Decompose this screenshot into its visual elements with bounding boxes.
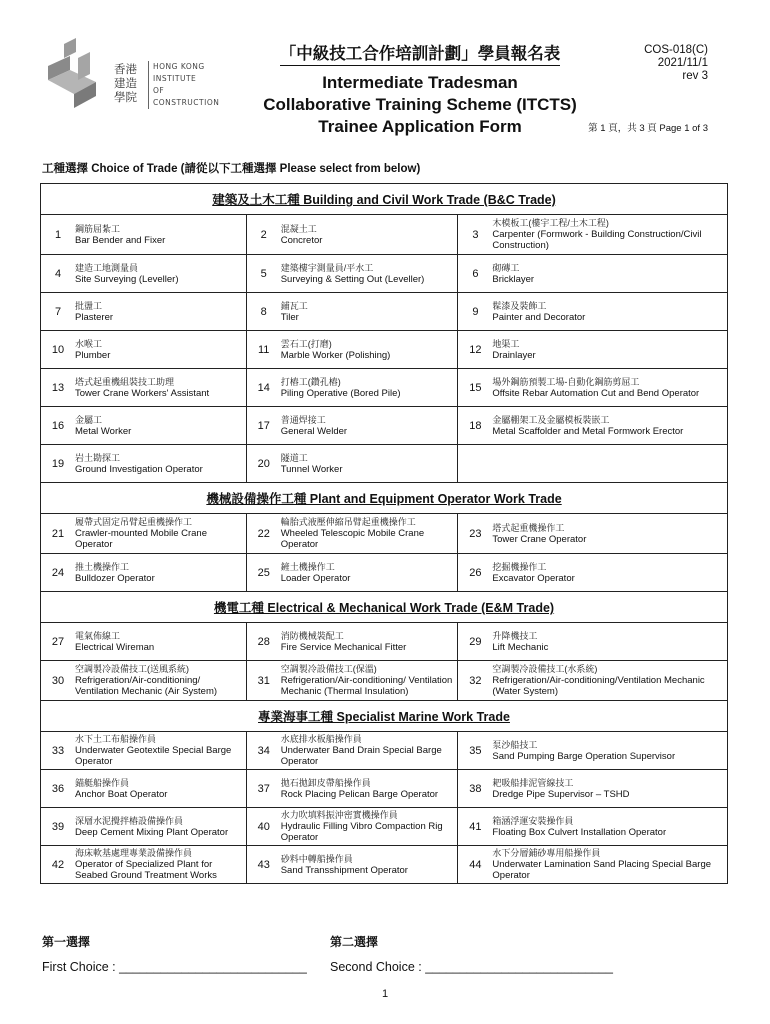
trade-name-en: Lift Mechanic [492, 641, 549, 653]
trade-number: 43 [257, 858, 270, 871]
trade-name-zh: 砌磚工 [492, 262, 520, 273]
trade-name-en: Anchor Boat Operator [75, 788, 168, 800]
trade-number: 32 [469, 674, 482, 687]
hkic-logo-mark [40, 38, 108, 108]
trade-name-en: Floating Box Culvert Installation Operator [492, 826, 667, 838]
trade-option-t35[interactable] [458, 732, 728, 770]
trade-option-t6[interactable] [458, 255, 728, 293]
second-choice[interactable] [330, 933, 613, 974]
trade-name-zh: 消防機械裝配工 [280, 630, 344, 641]
hkic-logo [40, 38, 230, 110]
first-choice-field[interactable]: First Choice : ___________________________ [42, 960, 307, 974]
trade-name-en: Offsite Rebar Automation Cut and Bend Operator [492, 387, 700, 399]
first-choice[interactable] [42, 933, 307, 974]
trade-number: 31 [257, 674, 270, 687]
trade-name-zh: 履帶式固定吊臂起重機操作工 [75, 517, 193, 527]
trade-name-en: Bulldozer Operator [75, 572, 155, 584]
trade-name-zh: 塔式起重機組裝技工助理 [75, 376, 175, 387]
trade-name-en: Wheeled Telescopic Mobile Crane Operator [280, 528, 425, 550]
trade-name-en: Concretor [280, 234, 323, 246]
trade-name-en: Excavator Operator [492, 572, 575, 584]
trade-number: 14 [257, 381, 270, 394]
first-choice-label-zh: 第一選擇 [42, 935, 91, 949]
trade-number: 41 [469, 820, 482, 833]
trade-number: 38 [469, 782, 482, 795]
trade-name-zh: 雲石工(打磨) [280, 338, 332, 349]
trade-option-t30[interactable] [41, 661, 247, 701]
trade-choice-instruction: 工種選擇 Choice of Trade (請從以下工種選擇 Please select from below) [42, 163, 421, 175]
trade-name-zh: 電氣佈線工 [75, 630, 121, 641]
trade-name-zh: 髹漆及裝飾工 [492, 300, 547, 311]
trade-option-t25[interactable] [246, 554, 458, 592]
second-choice-field[interactable]: Second Choice : ___________________________ [330, 960, 613, 974]
trade-option-t9[interactable] [458, 293, 728, 331]
trade-option-t5[interactable] [246, 255, 458, 293]
trade-name-en: Deep Cement Mixing Plant Operator [75, 826, 229, 838]
trade-name-zh: 空調製冷設備技工(水系統) [492, 664, 598, 674]
trade-name-zh: 輪胎式液壓伸縮吊臂起重機操作工 [280, 517, 416, 527]
trade-name-zh: 深層水泥攪拌樁設備操作員 [75, 815, 184, 826]
trade-name-en: Tunnel Worker [280, 463, 343, 475]
trade-number: 44 [469, 858, 482, 871]
trade-option-t27[interactable] [41, 623, 247, 661]
trade-name-en: General Welder [280, 425, 348, 437]
trade-option-t42[interactable] [41, 846, 247, 884]
trade-option-t38[interactable] [458, 770, 728, 808]
section-header-sm: 專業海事工種 Specialist Marine Work Trade [41, 701, 728, 732]
second-choice-label-zh: 第二選擇 [330, 935, 379, 949]
trade-name-zh: 金屬工 [75, 414, 103, 425]
trade-name-en: Fire Service Mechanical Fitter [280, 641, 407, 653]
trade-number: 33 [51, 744, 65, 757]
trade-name-en: Metal Scaffolder and Metal Formwork Erector [492, 425, 684, 437]
trade-name-zh: 箱涵浮運安裝操作員 [492, 815, 574, 826]
section-header-bc: 建築及土木工種 Building and Civil Work Trade (B&C Trade) [41, 184, 728, 215]
trade-name-en: Underwater Lamination Sand Placing Special Barge Operator [492, 859, 712, 881]
trade-number: 27 [51, 635, 65, 648]
trade-option-t20[interactable] [246, 445, 458, 483]
trade-name-zh: 隧道工 [280, 452, 308, 463]
trade-option-t31[interactable] [246, 661, 458, 701]
trade-name-en: Site Surveying (Leveller) [75, 273, 179, 285]
trade-option-t39[interactable] [41, 808, 247, 846]
trade-name-zh: 木模板工(樓宇工程/土木工程) [492, 218, 609, 228]
trade-option-t4[interactable] [41, 255, 247, 293]
trade-option-t19[interactable] [41, 445, 247, 483]
trade-number: 4 [54, 267, 62, 280]
empty-cell [458, 445, 728, 483]
trade-name-zh: 建築樓宇測量員/平水工 [280, 262, 374, 273]
trade-name-en: Drainlayer [492, 349, 536, 361]
trade-name-zh: 場外鋼筋預製工場-自動化鋼筋剪屈工 [492, 376, 640, 387]
trade-option-t14[interactable] [246, 369, 458, 407]
trade-name-en: Marble Worker (Polishing) [280, 349, 391, 361]
trade-name-en: Tower Crane Operator [492, 533, 587, 545]
form-title [230, 40, 610, 138]
trade-name-zh: 升降機技工 [492, 630, 538, 641]
trade-option-t15[interactable] [458, 369, 728, 407]
trade-name-zh: 地渠工 [492, 338, 520, 349]
trade-name-zh: 泵沙船技工 [492, 739, 538, 750]
trade-name-en: Bar Bender and Fixer [75, 234, 166, 246]
trade-option-t40[interactable] [246, 808, 458, 846]
trade-number: 29 [469, 635, 482, 648]
title-chinese: 「中級技工合作培訓計劃」學員報名表 [280, 40, 561, 66]
trade-option-t34[interactable] [246, 732, 458, 770]
trade-name-zh: 塔式起重機操作工 [492, 522, 565, 533]
trade-number: 25 [257, 566, 270, 579]
trade-name-zh: 金屬棚架工及金屬模板裝嵌工 [492, 414, 610, 425]
trade-number: 12 [469, 343, 482, 356]
logo-chinese-name: 香港 建造 學院 [114, 62, 137, 104]
trade-name-en: Electrical Wireman [75, 641, 155, 653]
trade-option-t18[interactable] [458, 407, 728, 445]
trade-number: 22 [257, 527, 270, 540]
trade-name-zh: 批盪工 [75, 300, 103, 311]
trade-option-t2[interactable] [246, 215, 458, 255]
trade-option-t36[interactable] [41, 770, 247, 808]
trade-number: 8 [260, 305, 267, 318]
trade-option-t8[interactable] [246, 293, 458, 331]
trade-number: 9 [472, 305, 479, 318]
trade-number: 35 [469, 744, 482, 757]
trade-name-zh: 海床軟基處理專業設備操作員 [75, 848, 193, 858]
trade-option-t28[interactable] [246, 623, 458, 661]
trade-name-en: Piling Operative (Bored Pile) [280, 387, 401, 399]
trade-option-t10[interactable] [41, 331, 247, 369]
trade-name-zh: 岩土勘探工 [75, 452, 121, 463]
trade-number: 18 [469, 419, 482, 432]
trade-name-zh: 空調製冷設備技工(送風系統) [75, 664, 189, 674]
trade-number: 7 [54, 305, 62, 318]
trade-option-t43[interactable] [246, 846, 458, 884]
trade-option-t23[interactable] [458, 514, 728, 554]
section-header-em: 機電工種 Electrical & Mechanical Work Trade (E&M Trade) [41, 592, 728, 623]
trade-name-zh: 耙吸船排泥管線技工 [492, 777, 574, 788]
trade-name-en: Surveying & Setting Out (Leveller) [280, 273, 425, 285]
trade-number: 16 [51, 419, 65, 432]
page-info: 第 1 頁，共 3 頁 Page 1 of 3 [588, 123, 708, 134]
trade-name-zh: 水底排水板船操作員 [280, 734, 362, 744]
trade-name-zh: 水下土工布船操作員 [75, 734, 157, 744]
trade-number: 34 [257, 744, 270, 757]
trade-number: 21 [51, 527, 65, 540]
trade-name-en: Rock Placing Pelican Barge Operator [280, 788, 439, 800]
trade-number: 13 [51, 381, 65, 394]
trade-name-en: Sand Transshipment Operator [280, 864, 408, 876]
trade-option-t13[interactable] [41, 369, 247, 407]
trade-table [40, 183, 728, 884]
trade-name-en: Plumber [75, 349, 111, 361]
trade-number: 6 [472, 267, 479, 280]
trade-option-t24[interactable] [41, 554, 247, 592]
trade-option-t37[interactable] [246, 770, 458, 808]
trade-name-en: Sand Pumping Barge Operation Supervisor [492, 750, 676, 762]
trade-name-en: Crawler-mounted Mobile Crane Operator [75, 528, 207, 550]
trade-name-zh: 打樁工(鑽孔樁) [280, 376, 341, 387]
trade-number: 37 [257, 782, 270, 795]
trade-name-zh: 水力吹填料振沖密實機操作員 [280, 810, 398, 820]
trade-option-t41[interactable] [458, 808, 728, 846]
trade-number: 28 [257, 635, 270, 648]
trade-option-t7[interactable] [41, 293, 247, 331]
trade-option-t26[interactable] [458, 554, 728, 592]
trade-name-zh: 砂料中轉船操作員 [280, 853, 353, 864]
trade-number: 2 [260, 228, 267, 241]
trade-option-t1[interactable] [41, 215, 247, 255]
trade-number: 24 [51, 566, 65, 579]
trade-name-en: Carpenter (Formwork - Building Construction/Civil Construction) [492, 229, 702, 251]
trade-name-en: Refrigeration/Air-conditioning/ Ventilation Mechanic (Air System) [75, 675, 218, 697]
trade-name-en: Painter and Decorator [492, 311, 586, 323]
trade-name-en: Loader Operator [280, 572, 351, 584]
trade-option-t21[interactable] [41, 514, 247, 554]
trade-number: 3 [472, 228, 479, 241]
trade-option-t17[interactable] [246, 407, 458, 445]
trade-number: 40 [257, 820, 270, 833]
trade-name-en: Bricklayer [492, 273, 535, 285]
trade-name-zh: 水喉工 [75, 338, 103, 349]
trade-number: 26 [469, 566, 482, 579]
trade-name-en: Underwater Geotextile Special Barge Operator [75, 745, 232, 767]
trade-number: 1 [54, 228, 62, 241]
trade-name-zh: 鋼筋屈紮工 [75, 223, 121, 234]
trade-name-en: Metal Worker [75, 425, 132, 437]
trade-option-t3[interactable] [458, 215, 728, 255]
section-header-pe: 機械設備操作工種 Plant and Equipment Operator Work Trade [41, 483, 728, 514]
trade-name-zh: 水下分層鋪砂專用船操作員 [492, 848, 601, 858]
trade-number: 17 [257, 419, 270, 432]
trade-name-zh: 挖掘機操作工 [492, 561, 547, 572]
trade-option-t32[interactable] [458, 661, 728, 701]
trade-number: 20 [257, 457, 270, 470]
trade-name-en: Plasterer [75, 311, 114, 323]
trade-number: 39 [51, 820, 65, 833]
trade-number: 42 [51, 858, 65, 871]
trade-name-en: Refrigeration/Air-conditioning/ Ventilation Mechanic (Thermal Insulation) [280, 675, 453, 697]
trade-name-en: Hydraulic Filling Vibro Compaction Rig Operator [280, 821, 443, 843]
title-english: Intermediate Tradesman Collaborative Training Scheme (ITCTS) Trainee Application Form [263, 73, 577, 136]
trade-option-t12[interactable] [458, 331, 728, 369]
trade-number: 30 [51, 674, 65, 687]
trade-name-zh: 鋪瓦工 [280, 300, 308, 311]
trade-name-en: Dredge Pipe Supervisor – TSHD [492, 788, 630, 800]
trade-name-en: Operator of Specialized Plant for Seabed Ground Treatment Works [75, 859, 217, 881]
logo-english-name: HONG KONG INSTITUTE OF CONSTRUCTION [148, 61, 219, 109]
trade-option-t22[interactable] [246, 514, 458, 554]
trade-name-zh: 拋石拋卸皮帶船操作員 [280, 777, 371, 788]
page-number: 1 [381, 988, 389, 1000]
trade-number: 15 [469, 381, 482, 394]
trade-option-t16[interactable] [41, 407, 247, 445]
trade-number: 19 [51, 457, 65, 470]
form-code: COS-018(C) 2021/11/1 rev 3 [644, 44, 708, 82]
trade-name-en: Tower Crane Workers' Assistant [75, 387, 210, 399]
trade-option-t44[interactable] [458, 846, 728, 884]
trade-name-zh: 鏟土機操作工 [280, 561, 335, 572]
trade-name-en: Underwater Band Drain Special Barge Operator [280, 745, 442, 767]
trade-name-en: Tiler [280, 311, 299, 323]
trade-number: 11 [257, 343, 270, 356]
trade-name-zh: 空調製冷設備技工(保溫) [280, 664, 377, 674]
trade-name-en: Refrigeration/Air-conditioning/Ventilation Mechanic (Water System) [492, 675, 705, 697]
trade-name-zh: 普通焊接工 [280, 414, 326, 425]
trade-option-t33[interactable] [41, 732, 247, 770]
trade-name-en: Ground Investigation Operator [75, 463, 203, 475]
trade-name-zh: 錨艇船操作員 [75, 777, 130, 788]
trade-option-t29[interactable] [458, 623, 728, 661]
trade-number: 10 [51, 343, 65, 356]
trade-number: 23 [469, 527, 482, 540]
trade-number: 5 [260, 267, 267, 280]
trade-name-zh: 推土機操作工 [75, 561, 130, 572]
trade-option-t11[interactable] [246, 331, 458, 369]
trade-name-zh: 混凝土工 [280, 223, 317, 234]
trade-name-zh: 建造工地測量員 [75, 262, 139, 273]
trade-number: 36 [51, 782, 65, 795]
